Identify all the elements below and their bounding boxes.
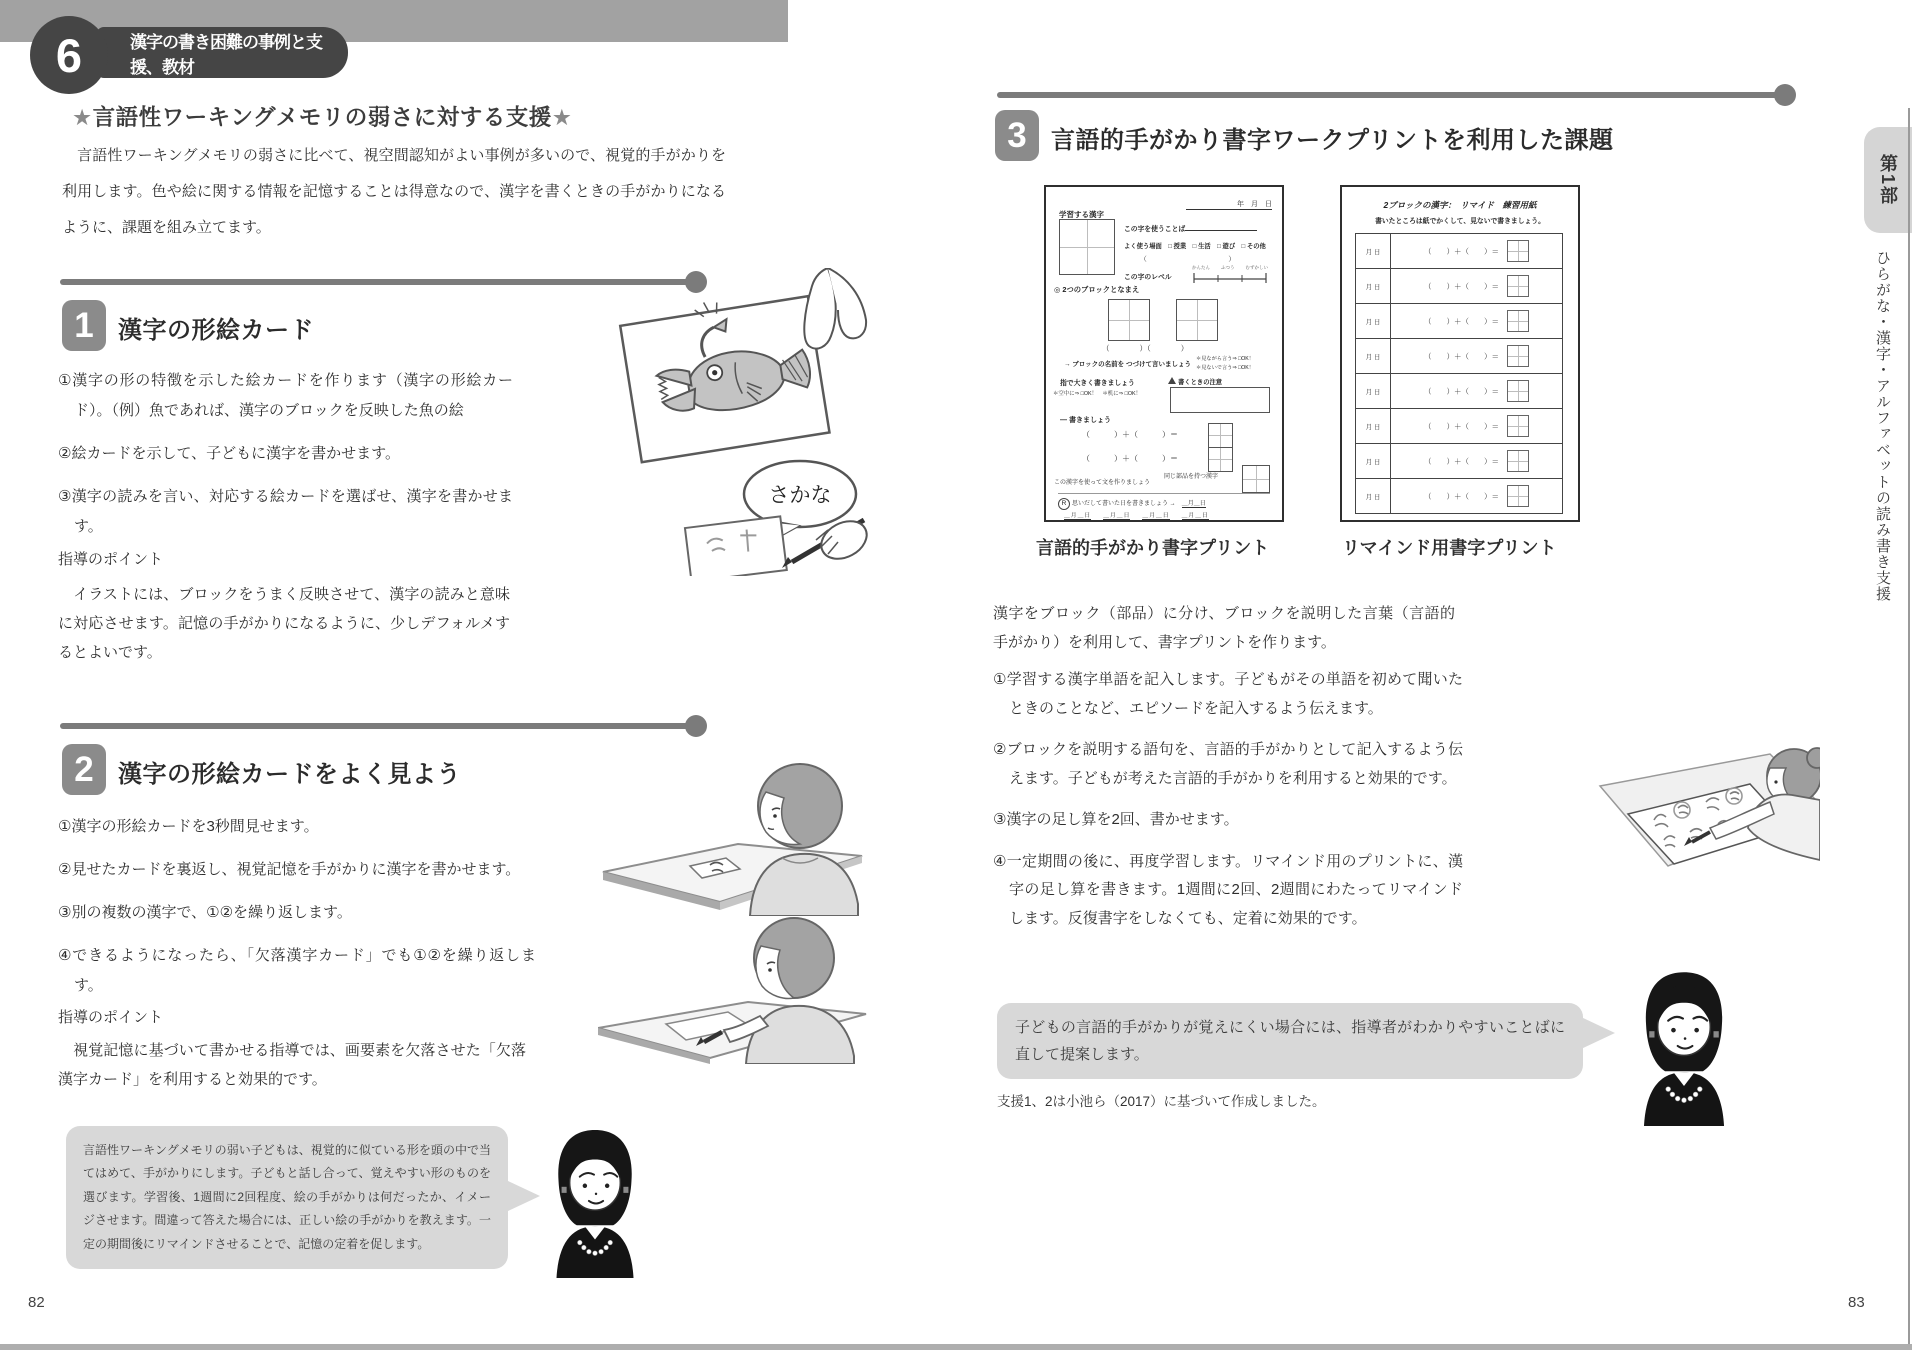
page-edge-line (1908, 108, 1910, 1350)
fish-card-illustration (596, 268, 886, 576)
ws1-blocks-label: ◎ 2つのブロックとなまえ (1054, 285, 1140, 294)
ws2-row (1356, 234, 1562, 269)
list-item: ①漢字の形絵カードを3秒間見せます。 (58, 818, 319, 835)
ws1-scene-label: よく使う場面 □ 授業 □ 生活 □ 遊び □ その他 (1124, 243, 1266, 250)
list-item: ②絵カードを示して、子どもに漢字を書かせます。 (58, 445, 400, 462)
ws1-write-label: — 書きましょう (1060, 417, 1111, 424)
list-item: ①学習する漢字単語を記入します。子どもがその単語を初めて聞いたときのことなど、エピソードを記入するよう伝えます。 (993, 671, 1463, 717)
section2-number: 2 (74, 749, 94, 789)
advisor-speech-bubble (997, 1003, 1583, 1079)
ws1-equation: （ ）＋（ ）＝ (1082, 454, 1178, 463)
ws1-level-label: この字のレベル (1124, 274, 1172, 281)
ws2-date-cell: 月 日 (1356, 409, 1391, 443)
ws2-answer-grid (1507, 275, 1529, 297)
section1-marker (62, 300, 106, 351)
worksheet1-caption: 言語的手がかり書字プリント (1036, 538, 1270, 558)
remind-date-blank: ＿月＿日 (1064, 510, 1091, 520)
ws2-answer-grid (1507, 485, 1529, 507)
list-item: ④一定期間の後に、再度学習します。リマインド用のプリントに、漢字の足し算を書きます。1週間に2回、2週間にわたってリマインドします。反復書字をしなくても、定着に効果的です。 (993, 852, 1463, 927)
warning-icon (1168, 377, 1176, 384)
ws2-answer-grid (1507, 240, 1529, 262)
section2-marker (62, 744, 106, 795)
ws2-answer-grid (1507, 415, 1529, 437)
ws1-finger-checks: ＊空中に⇒ □OK！ ＊机に⇒ □OK！ (1053, 391, 1142, 397)
worksheet2-caption: リマインド用書字プリント (1342, 538, 1557, 558)
list-item: ①漢字の形の特徴を示した絵カードを作ります（漢字の形絵カード）。（例）魚であれば、漢字のブロックを反映した魚の絵 (58, 372, 513, 419)
girl-writing-illustration (598, 916, 868, 1064)
star-icon: ★ (72, 105, 93, 130)
girl-sheet-illustration (1598, 742, 1820, 910)
level-tick-label: ふつう (1221, 265, 1235, 270)
ws2-date-cell: 月 日 (1356, 269, 1391, 303)
ws2-equation-cell: （ ）＋（ ）＝ (1391, 450, 1562, 472)
ws2-title: 2ブロックの漢字： リマイド 練習用紙 (1383, 200, 1537, 210)
ws2-date-cell: 月 日 (1356, 304, 1391, 338)
section-divider (60, 723, 698, 729)
ws1-same-parts-label: 同じ部品を持つ漢字 (1164, 474, 1219, 480)
ws1-remind-label: R 思いだして書いた日を書きましょう → ＿月＿日 (1058, 498, 1206, 510)
ws2-answer-grid (1507, 450, 1529, 472)
section3-title: 言語的手がかり書字ワークプリントを利用した課題 (1051, 127, 1614, 154)
ws1-blocks-paren: （ ）（ ） (1102, 344, 1189, 353)
point-label: 指導のポイント (58, 1009, 164, 1026)
ws2-row (1356, 409, 1562, 444)
ws2-equation-cell: （ ）＋（ ）＝ (1391, 240, 1562, 262)
ws1-date: 年 月 日 (1186, 199, 1272, 210)
ws2-date-cell: 月 日 (1356, 479, 1391, 513)
ws1-say-label: → ブロックの名前を つづけて言いましょう (1064, 361, 1191, 368)
section3-paragraph: 漢字をブロック（部品）に分け、ブロックを説明した言葉（言語的手がかり）を利用して、書字プリントを作ります。 (993, 605, 1455, 651)
section2-list (58, 812, 536, 1014)
fish-bubble-label: さかな (768, 484, 832, 507)
section3-marker (995, 110, 1039, 161)
ws1-caution-box (1170, 387, 1270, 413)
list-item: ②ブロックを説明する語句を、言語的手がかりとして記入するよう伝えます。子どもが考えた言語的手がかりを利用すると効果的です。 (993, 741, 1463, 787)
remind-date-blank: ＿月＿日 (1142, 510, 1169, 520)
advisor-speech-text: 言語性ワーキングメモリの弱い子どもは、視覚的に似ている形を頭の中で当てはめて、手がかりにします。子どもと話し合って、覚えやすい形のものを選びます。学習後、1週間に2回程度、絵の手がかりは何だったか、イメージさせます。間違って答えた場合には、正しい絵の手がかりを教えます。一定の期間後にリマインドさせることで、記憶の定着を促します。 (83, 1143, 491, 1251)
ws1-level-scale (1192, 271, 1268, 283)
ws2-equation-cell: （ ）＋（ ）＝ (1391, 380, 1562, 402)
section1-title: 漢字の形絵カード (118, 317, 314, 344)
page-number-left: 82 (28, 1294, 45, 1311)
ws2-equation-cell: （ ）＋（ ）＝ (1391, 485, 1562, 507)
girl-looking-illustration (598, 752, 868, 916)
citation-note: 支援1、2は小池ら（2017）に基づいて作成しました。 (997, 1094, 1326, 1109)
advisor-illustration (545, 1126, 645, 1278)
remind-date-blank: ＿月＿日 (1103, 510, 1130, 520)
ws2-equation-cell: （ ）＋（ ）＝ (1391, 415, 1562, 437)
page-number-right: 83 (1848, 1294, 1865, 1311)
ws1-sentence-label: この漢字を使って文を作りましょう (1054, 480, 1151, 486)
list-item: ④できるようになったら、「欠落漢字カード」でも①②を繰り返します。 (58, 947, 536, 994)
ws1-equation: （ ）＋（ ）＝ (1082, 430, 1178, 439)
star-icon: ★ (551, 105, 573, 130)
worksheet-remind (1340, 185, 1580, 522)
chapter-number: 6 (55, 28, 83, 82)
ws1-remind-dates (1064, 510, 1221, 520)
ws2-date-cell: 月 日 (1356, 444, 1391, 478)
ws2-subtitle: 書いたところは紙でかくして、見ないで書きましょう。 (1375, 218, 1545, 225)
ws1-target-grid (1059, 219, 1115, 275)
ws2-row (1356, 374, 1562, 409)
ws1-caution-label: 書くときの注意 (1168, 377, 1222, 386)
sidebar-part-tab (1864, 127, 1912, 233)
ws1-scene-paren: （ ） (1140, 256, 1236, 263)
level-tick-label: かんたん (1192, 265, 1210, 270)
ws1-same-parts-grid (1242, 465, 1270, 493)
chapter-title: 漢字の書き困難の事例と支援、教材 (130, 32, 322, 77)
ws1-say-check2: ＊見ないで言う⇒ □OK！ (1196, 365, 1254, 371)
list-item: ③漢字の読みを言い、対応する絵カードを選ばせ、漢字を書かせます。 (58, 488, 513, 535)
section1-number: 1 (74, 305, 94, 345)
page-title (72, 100, 572, 132)
chapter-number-badge (30, 16, 108, 94)
ws1-target-label: 学習する漢字 (1059, 210, 1104, 219)
section-divider (997, 92, 1787, 98)
remind-date-blank: ＿月＿日 (1182, 510, 1209, 520)
ws2-date-cell: 月 日 (1356, 374, 1391, 408)
ws1-finger-label: 指で大きく書きましょう (1060, 380, 1135, 387)
level-tick-label: むずかしい (1245, 265, 1268, 270)
advisor-illustration (1632, 968, 1736, 1126)
point-text: 視覚記憶に基づいて書かせる指導では、画要素を欠落させた「欠落漢字カード」を利用すると効果的です。 (58, 1042, 526, 1088)
section1-list (58, 366, 513, 555)
ws1-answer-grid (1208, 423, 1233, 448)
ws1-block-grid (1108, 299, 1150, 341)
list-item: ③漢字の足し算を2回、書かせます。 (993, 811, 1239, 828)
ws1-say-check1: ＊見ながら言う⇒ □OK！ (1196, 356, 1254, 362)
ws2-row (1356, 304, 1562, 339)
ws2-row (1356, 444, 1562, 479)
ws2-equation-cell: （ ）＋（ ）＝ (1391, 310, 1562, 332)
ws2-row (1356, 269, 1562, 304)
list-item: ③別の複数の漢字で、①②を繰り返します。 (58, 904, 352, 921)
ws2-date-cell: 月 日 (1356, 234, 1391, 268)
ws1-word-label: この字を使うことば (1124, 223, 1257, 233)
chapter-title-pill (96, 27, 348, 78)
ws1-answer-grid (1208, 447, 1233, 472)
ws2-answer-grid (1507, 345, 1529, 367)
worksheet-verbal-cue (1044, 185, 1284, 522)
ws2-equation-cell: （ ）＋（ ）＝ (1391, 345, 1562, 367)
intro-paragraph: 言語性ワーキングメモリの弱さに比べて、視空間認知がよい事例が多いので、視覚的手がかりを利用します。色や絵に関する情報を記憶することは得意なので、漢字を書くときの手がかりになるように、課題を組み立てます。 (62, 147, 726, 236)
list-item: ②見せたカードを裏返し、視覚記憶を手がかりに漢字を書かせます。 (58, 861, 521, 878)
remind-icon: R (1058, 498, 1070, 510)
ws2-practice-table (1355, 233, 1563, 514)
point-label: 指導のポイント (58, 551, 164, 568)
section3-number: 3 (1007, 115, 1027, 155)
sidebar-section-title: ひらがな・漢字・アルファベットの読み書き支援 (1874, 250, 1891, 602)
point-text: イラストには、ブロックをうまく反映させて、漢字の読みと意味に対応させます。記憶の手がかりになるように、少しデフォルメするとよいです。 (58, 586, 510, 661)
advisor-speech-text: 子どもの言語的手がかりが覚えにくい場合には、指導者がわかりやすいことばに直して提案します。 (1015, 1019, 1565, 1063)
section3-list (993, 666, 1463, 946)
ws2-row (1356, 479, 1562, 513)
ws2-date-cell: 月 日 (1356, 339, 1391, 373)
ws2-answer-grid (1507, 380, 1529, 402)
ws2-row (1356, 339, 1562, 374)
ws2-answer-grid (1507, 310, 1529, 332)
ws1-block-grid (1176, 299, 1218, 341)
page-title-text: 言語性ワーキングメモリの弱さに対する支援 (92, 105, 552, 130)
section2-title: 漢字の形絵カードをよく見よう (118, 761, 461, 788)
advisor-speech-bubble (66, 1126, 508, 1269)
ws1-divider (1058, 493, 1270, 494)
page-bottom-edge (0, 1344, 1912, 1350)
sidebar-part-label: 第1部 (1878, 153, 1898, 206)
ws2-equation-cell: （ ）＋（ ）＝ (1391, 275, 1562, 297)
